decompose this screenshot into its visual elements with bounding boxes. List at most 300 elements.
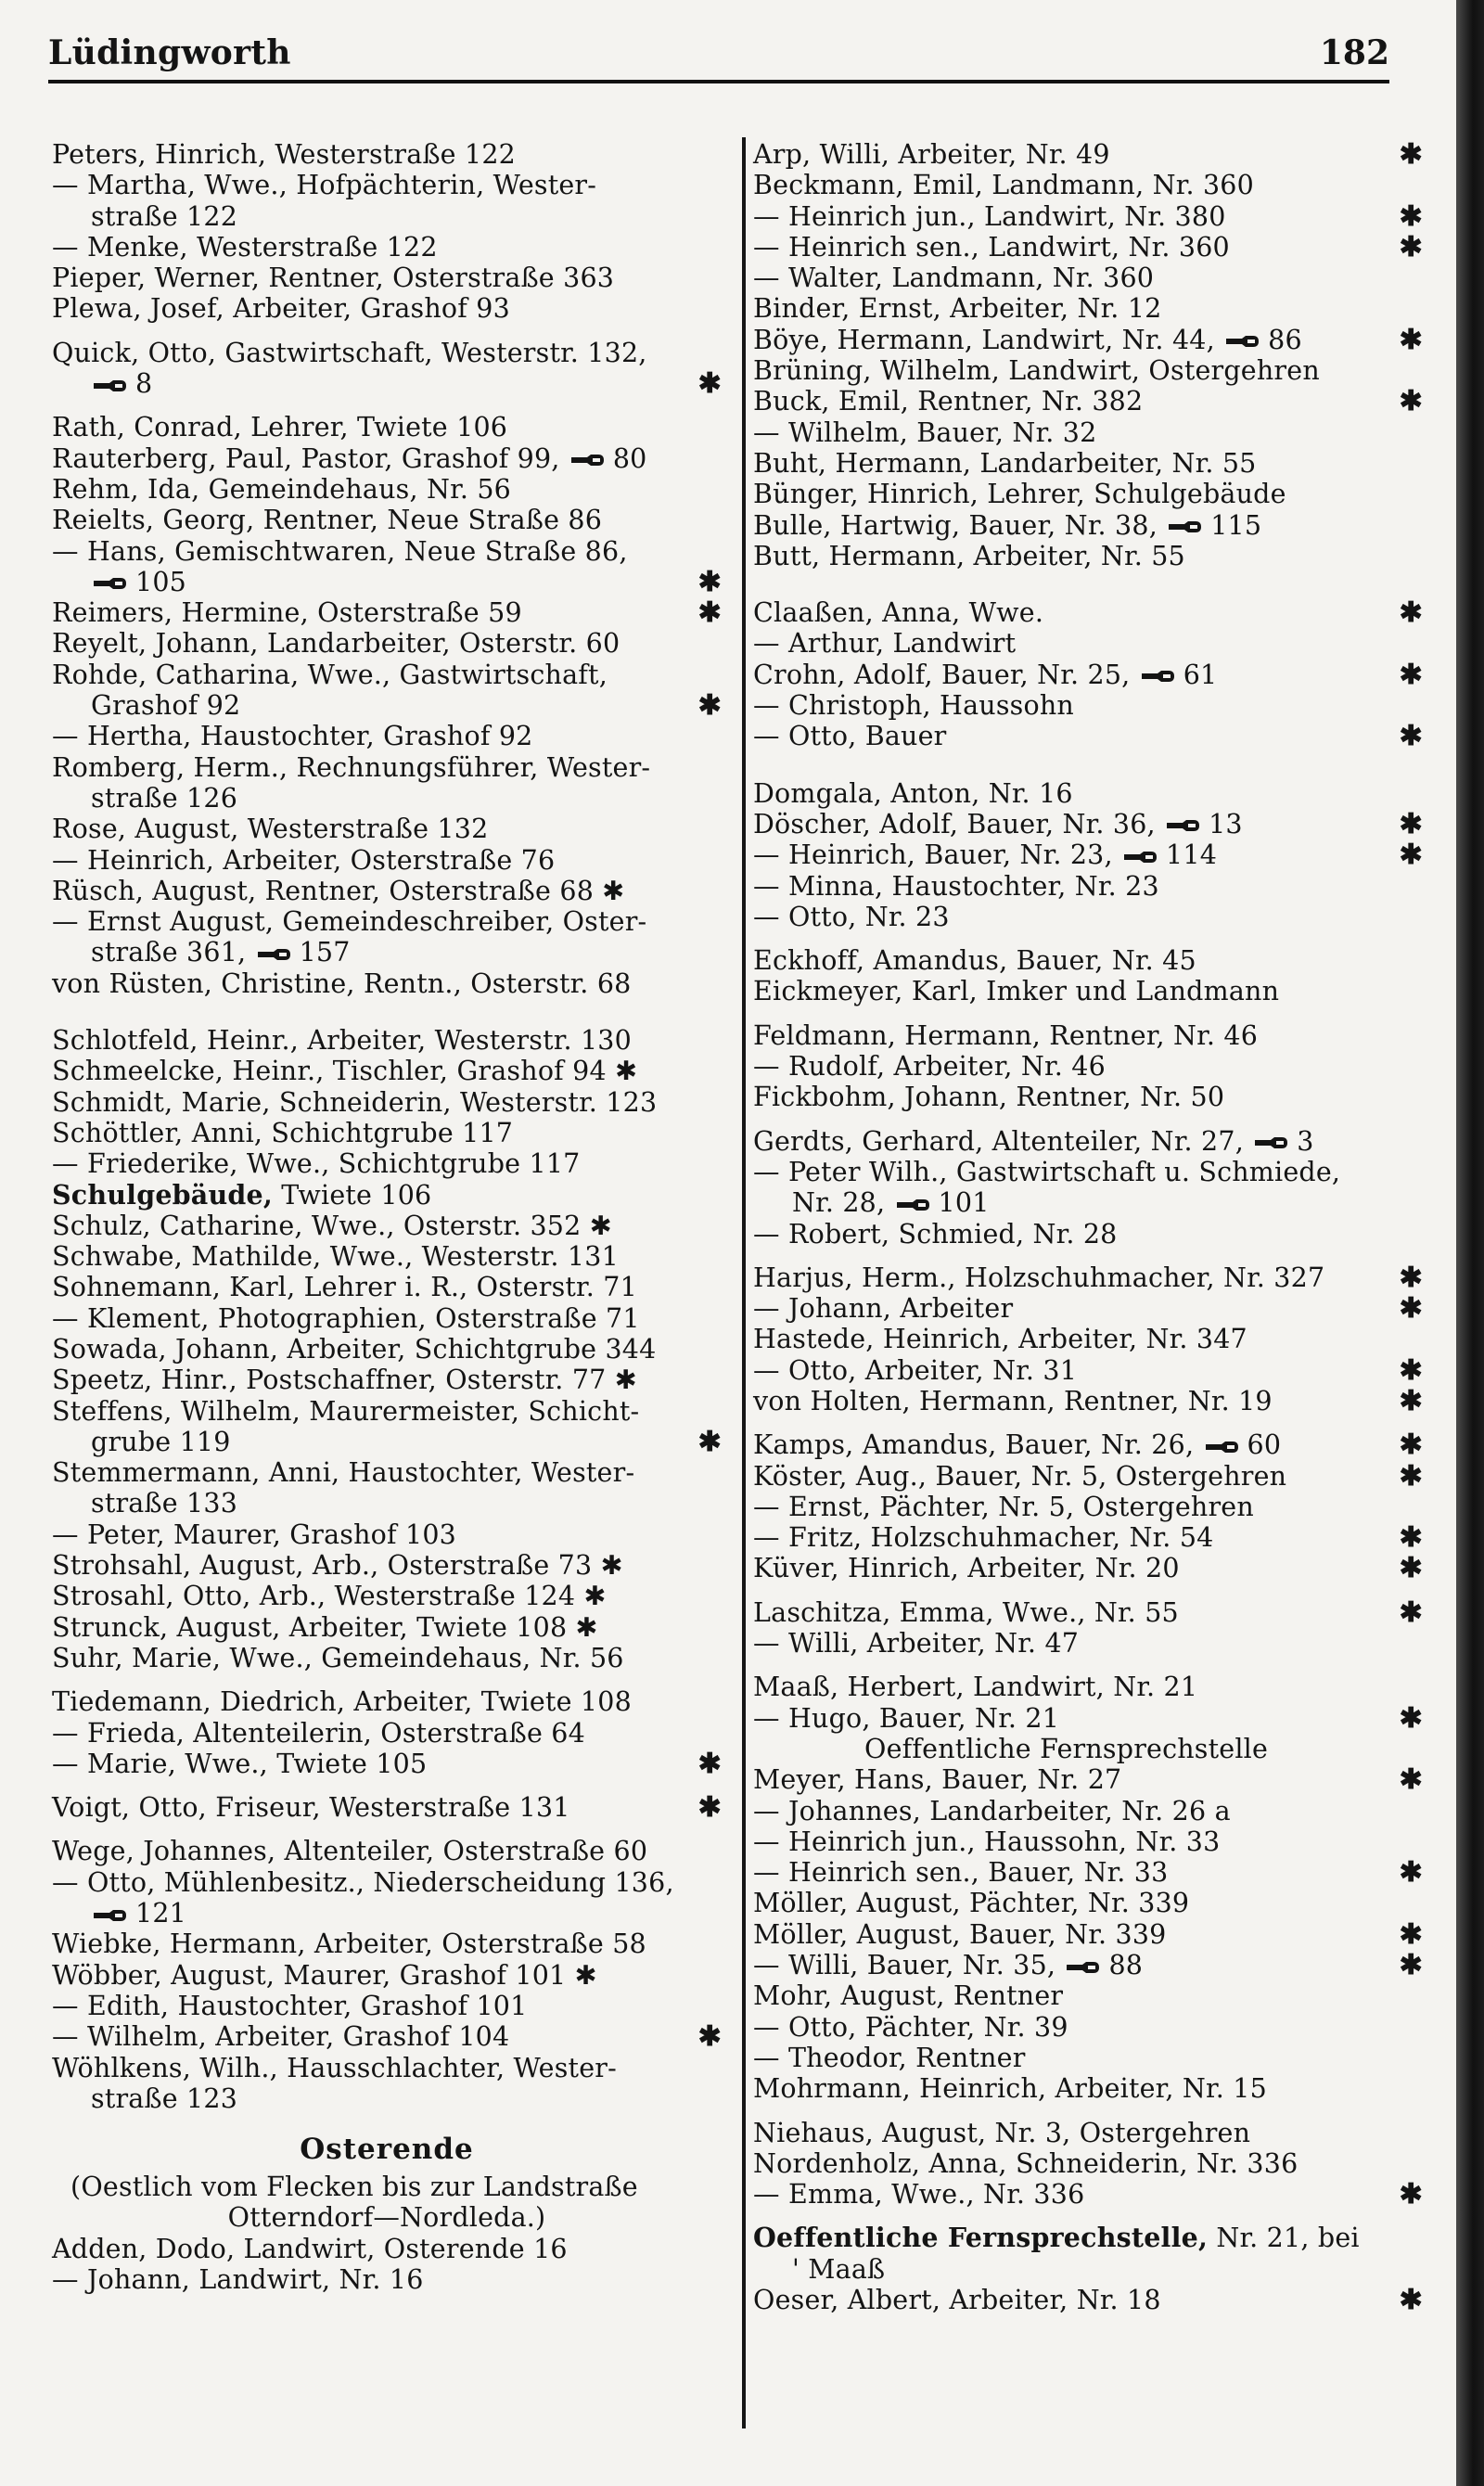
asterisk-icon: ✱ — [1399, 323, 1423, 356]
entry-text: Nordenholz, Anna, Schneiderin, Nr. 336 — [753, 2147, 1298, 2179]
asterisk-icon: ✱ — [697, 1747, 722, 1780]
directory-entry — [753, 510, 1423, 541]
directory-entry — [753, 1187, 1423, 1218]
entry-text: — Peter Wilh., Gastwirtschaft u. Schmiede, — [753, 1156, 1341, 1187]
telephone-hand-icon — [257, 947, 294, 962]
entry-text: straße 123 — [91, 2082, 238, 2114]
entry-text: Binder, Ernst, Arbeiter, Nr. 12 — [753, 293, 1162, 325]
directory-entry — [52, 1488, 722, 1519]
directory-entry — [753, 1980, 1423, 2011]
directory-entry — [753, 541, 1423, 571]
directory-entry — [753, 1628, 1423, 1659]
directory-entry — [52, 1519, 722, 1550]
directory-entry — [753, 902, 1423, 932]
header-rule — [48, 80, 1389, 83]
entry-text: Oeser, Albert, Arbeiter, Nr. 18 — [753, 2285, 1161, 2315]
page-title: Lüdingworth — [48, 33, 291, 72]
directory-entry — [753, 1051, 1423, 1082]
directory-entry — [52, 1749, 722, 1779]
directory-entry — [52, 2172, 722, 2202]
entry-text: Speetz, Hinr., Postschaffner, Osterstr. 77 ✱ — [52, 1365, 637, 1396]
page-header — [48, 33, 1389, 74]
entry-spacer — [753, 1007, 1423, 1020]
directory-entry — [52, 1960, 722, 1991]
directory-entry — [753, 1386, 1423, 1416]
entry-text: — Heinrich jun., Landwirt, Nr. 380 — [753, 200, 1226, 232]
directory-entry — [753, 809, 1423, 839]
page-number: 182 — [1319, 33, 1389, 72]
telephone-hand-icon — [1254, 1135, 1291, 1150]
entry-text: Buht, Hermann, Landarbeiter, Nr. 55 — [753, 447, 1257, 479]
entry-text: Harjus, Herm., Holzschuhmacher, Nr. 327 — [753, 1262, 1325, 1293]
entry-text: Suhr, Marie, Wwe., Gemeindehaus, Nr. 56 — [52, 1642, 624, 1673]
entry-text: Maaß, Herbert, Landwirt, Nr. 21 — [753, 1672, 1198, 1703]
directory-entry — [52, 690, 722, 721]
asterisk-icon: ✱ — [697, 367, 722, 401]
entry-spacer — [753, 1659, 1423, 1672]
entry-text: Grashof 92 — [91, 690, 241, 722]
entry-text: Strosahl, Otto, Arb., Westerstraße 124 ✱ — [52, 1581, 607, 1612]
entry-text: — Friederike, Wwe., Schichtgrube 117 — [52, 1148, 581, 1180]
directory-entry — [52, 2234, 722, 2264]
directory-entry — [52, 1581, 722, 1611]
entry-text: Romberg, Herm., Rechnungsführer, Wester- — [52, 751, 651, 783]
directory-entry — [52, 1118, 722, 1148]
asterisk-icon: ✱ — [1399, 1459, 1423, 1493]
entry-text: grube 119 — [91, 1426, 231, 1457]
entry-text: Döscher, Adolf, Bauer, Nr. 36, — [753, 808, 1156, 839]
directory-entry — [753, 1672, 1423, 1702]
entry-spacer — [753, 1113, 1423, 1126]
phone-number: 60 — [1247, 1429, 1282, 1461]
asterisk-icon: ✱ — [1399, 1701, 1423, 1735]
telephone-hand-icon — [93, 576, 130, 591]
entry-text: — Edith, Haustochter, Grashof 101 — [52, 1990, 528, 2021]
entry-spacer — [753, 1584, 1423, 1597]
phone-number: 88 — [1108, 1950, 1144, 1981]
entry-text: Pieper, Werner, Rentner, Osterstraße 363 — [52, 263, 615, 294]
directory-entry — [753, 1950, 1423, 1980]
directory-entry — [753, 1262, 1423, 1293]
directory-entry — [52, 1272, 722, 1302]
directory-entry — [52, 814, 722, 844]
entry-text: straße 133 — [91, 1488, 238, 1519]
directory-entry — [52, 505, 722, 535]
asterisk-icon: ✱ — [1399, 1353, 1423, 1387]
asterisk-icon: ✱ — [697, 1791, 722, 1825]
entry-text: Wege, Johannes, Altenteiler, Osterstraße 60 — [52, 1836, 648, 1867]
entry-text: — Rudolf, Arbeiter, Nr. 46 — [753, 1051, 1106, 1083]
directory-entry — [52, 1180, 722, 1211]
directory-entry — [52, 412, 722, 442]
entry-text: — Hans, Gemischtwaren, Neue Straße 86, — [52, 535, 628, 567]
directory-entry — [52, 232, 722, 263]
asterisk-icon: ✱ — [1399, 596, 1423, 630]
telephone-hand-icon — [570, 453, 608, 468]
asterisk-icon: ✱ — [1399, 1429, 1423, 1462]
directory-entry — [52, 1867, 722, 1898]
asterisk-icon: ✱ — [1399, 1384, 1423, 1417]
entry-text: — Otto, Mühlenbesitz., Niederscheidung 136, — [52, 1866, 674, 1898]
entry-text: Eickmeyer, Karl, Imker und Landmann — [753, 976, 1280, 1007]
asterisk-icon: ✱ — [1399, 199, 1423, 233]
entry-text: — Johann, Landwirt, Nr. 16 — [52, 2264, 424, 2295]
entry-text: 8 — [135, 368, 153, 400]
entry-text: Rohde, Catharina, Wwe., Gastwirtschaft, — [52, 659, 608, 690]
directory-entry — [52, 876, 722, 906]
entry-text: — Johannes, Landarbeiter, Nr. 26 a — [753, 1795, 1231, 1826]
telephone-hand-icon — [93, 378, 130, 393]
entry-text: — Hertha, Haustochter, Grashof 92 — [52, 721, 533, 752]
asterisk-icon: ✱ — [1399, 720, 1423, 753]
directory-entry — [753, 1020, 1423, 1051]
entry-text: Laschitza, Emma, Wwe., Nr. 55 — [753, 1596, 1179, 1628]
asterisk-icon: ✱ — [697, 1425, 722, 1458]
entry-text: Reimers, Hermine, Osterstraße 59 — [52, 597, 522, 629]
directory-entry — [753, 2223, 1423, 2253]
phone-number: 114 — [1166, 839, 1218, 871]
entry-text: Otterndorf—Nordleda.) — [227, 2202, 546, 2234]
directory-entry — [753, 386, 1423, 416]
directory-entry — [52, 1056, 722, 1086]
entry-spacer — [52, 1779, 722, 1792]
directory-entry — [52, 1457, 722, 1488]
entry-spacer — [52, 1673, 722, 1686]
entry-text: Peters, Hinrich, Westerstraße 122 — [52, 139, 517, 170]
asterisk-icon: ✱ — [1399, 1856, 1423, 1890]
directory-entry — [753, 945, 1423, 976]
entry-text: — Theodor, Rentner — [753, 2042, 1026, 2073]
asterisk-icon: ✱ — [1399, 385, 1423, 418]
entry-text: — Otto, Pächter, Nr. 39 — [753, 2011, 1068, 2043]
asterisk-icon: ✱ — [1399, 1292, 1423, 1326]
entry-text: — Heinrich sen., Bauer, Nr. 33 — [753, 1857, 1169, 1889]
entry-text: Böye, Hermann, Landwirt, Nr. 44, — [753, 324, 1215, 355]
entry-text: — Marie, Wwe., Twiete 105 — [52, 1748, 428, 1779]
directory-entry — [753, 201, 1423, 232]
directory-entry — [753, 1522, 1423, 1553]
entry-text: 121 — [135, 1898, 186, 1929]
directory-entry — [52, 1025, 722, 1056]
entry-text: Sohnemann, Karl, Lehrer i. R., Osterstr. 71 — [52, 1272, 637, 1303]
entry-text: — Heinrich, Arbeiter, Osterstraße 76 — [52, 844, 556, 876]
directory-entry — [753, 2179, 1423, 2210]
entry-text: Küver, Hinrich, Arbeiter, Nr. 20 — [753, 1553, 1180, 1584]
directory-entry — [753, 976, 1423, 1006]
entry-text: Sowada, Johann, Arbeiter, Schichtgrube 344 — [52, 1333, 657, 1365]
entry-text: Schmeelcke, Heinr., Tischler, Grashof 94 ✱ — [52, 1056, 638, 1087]
entry-text: Claaßen, Anna, Wwe. — [753, 597, 1044, 629]
directory-entry — [753, 1219, 1423, 1249]
directory-entry — [52, 845, 722, 876]
entry-text: Wiebke, Hermann, Arbeiter, Osterstraße 58 — [52, 1929, 646, 1960]
entry-text: Nr. 28, — [792, 1187, 886, 1219]
asterisk-icon: ✱ — [1399, 1917, 1423, 1951]
directory-entry — [753, 355, 1423, 386]
directory-entry — [52, 1792, 722, 1823]
directory-entry — [52, 1148, 722, 1179]
entry-spacer — [52, 1823, 722, 1836]
directory-entry — [753, 479, 1423, 509]
entry-text: Butt, Hermann, Arbeiter, Nr. 55 — [753, 540, 1185, 571]
directory-entry — [753, 139, 1423, 170]
directory-entry — [52, 338, 722, 368]
directory-entry — [753, 1324, 1423, 1354]
asterisk-icon: ✱ — [1399, 230, 1423, 263]
entry-text: Reyelt, Johann, Landarbeiter, Osterstr. 60 — [52, 628, 620, 660]
entry-text: — Johann, Arbeiter — [753, 1293, 1014, 1325]
directory-entry — [52, 1550, 722, 1581]
entry-text: Domgala, Anton, Nr. 16 — [753, 777, 1073, 809]
entry-text: Rüsch, August, Rentner, Osterstraße 68 ✱ — [52, 875, 625, 906]
entry-text: Wöbber, August, Maurer, Grashof 101 ✱ — [52, 1959, 597, 1991]
entry-spacer — [52, 325, 722, 338]
telephone-hand-icon — [1168, 519, 1205, 534]
left-column — [52, 139, 722, 2295]
entry-text: Brüning, Wilhelm, Landwirt, Ostergehren — [753, 355, 1320, 387]
directory-entry — [753, 293, 1423, 324]
directory-entry — [753, 839, 1423, 870]
directory-entry — [753, 2043, 1423, 2073]
phone-number: 80 — [612, 442, 647, 474]
directory-entry — [52, 1334, 722, 1365]
directory-entry — [753, 597, 1423, 628]
entry-text: Quick, Otto, Gastwirtschaft, Westerstr. 132, — [52, 337, 647, 368]
entry-text: Arp, Willi, Arbeiter, Nr. 49 — [753, 139, 1110, 170]
asterisk-icon: ✱ — [697, 689, 722, 723]
entry-text: — Emma, Wwe., Nr. 336 — [753, 2179, 1085, 2210]
entry-spacer — [52, 399, 722, 412]
directory-entry — [52, 1643, 722, 1673]
entry-text: Oeffentliche Fernsprechstelle, Nr. 21, bei — [753, 2222, 1360, 2254]
entry-text: — Hugo, Bauer, Nr. 21 — [753, 1702, 1060, 1734]
directory-entry — [753, 448, 1423, 479]
directory-entry — [753, 871, 1423, 902]
entry-text: Bünger, Hinrich, Lehrer, Schulgebäude — [753, 479, 1286, 510]
entry-text: — Otto, Arbeiter, Nr. 31 — [753, 1354, 1078, 1386]
entry-text: Niehaus, August, Nr. 3, Ostergehren — [753, 2117, 1251, 2148]
entry-text: Beckmann, Emil, Landmann, Nr. 360 — [753, 170, 1254, 201]
entry-text: — Walter, Landmann, Nr. 360 — [753, 263, 1155, 294]
entry-text: straße 122 — [91, 200, 238, 232]
directory-entry — [52, 597, 722, 628]
entry-spacer — [52, 999, 722, 1025]
directory-entry — [52, 1211, 722, 1241]
directory-entry — [753, 325, 1423, 355]
directory-entry — [52, 1303, 722, 1334]
entry-text: Crohn, Adolf, Bauer, Nr. 25, — [753, 659, 1131, 690]
directory-entry — [52, 536, 722, 567]
directory-entry — [753, 1919, 1423, 1950]
asterisk-icon: ✱ — [1399, 839, 1423, 872]
directory-entry — [753, 1355, 1423, 1386]
directory-entry — [52, 1898, 722, 1929]
directory-entry — [52, 368, 722, 399]
telephone-hand-icon — [1141, 669, 1178, 684]
entry-spacer — [52, 2114, 722, 2127]
entry-text: Feldmann, Hermann, Rentner, Nr. 46 — [753, 1019, 1259, 1051]
telephone-hand-icon — [896, 1198, 933, 1212]
entry-text: — Heinrich jun., Haussohn, Nr. 33 — [753, 1826, 1221, 1857]
entry-text: — Heinrich, Bauer, Nr. 23, — [753, 839, 1113, 871]
entry-text: — Christoph, Haussohn — [753, 690, 1074, 722]
entry-text: — Otto, Nr. 23 — [753, 901, 950, 932]
directory-entry — [753, 2148, 1423, 2179]
entry-text: Möller, August, Pächter, Nr. 339 — [753, 1888, 1190, 1919]
directory-entry — [753, 2254, 1423, 2285]
telephone-hand-icon — [93, 1908, 130, 1923]
directory-entry — [52, 1686, 722, 1717]
asterisk-icon: ✱ — [1399, 658, 1423, 691]
entry-text: — Arthur, Landwirt — [753, 628, 1017, 660]
asterisk-icon: ✱ — [697, 2020, 722, 2054]
entry-text: Buck, Emil, Rentner, Nr. 382 — [753, 386, 1144, 417]
directory-entry — [753, 721, 1423, 751]
directory-entry — [753, 1461, 1423, 1492]
directory-entry — [52, 1087, 722, 1118]
directory-entry — [753, 1734, 1423, 1764]
directory-entry — [52, 1718, 722, 1749]
entry-text: — Menke, Westerstraße 122 — [52, 231, 438, 263]
entry-text: — Ernst, Pächter, Nr. 5, Ostergehren — [753, 1491, 1254, 1522]
entry-text: straße 126 — [91, 782, 238, 814]
entry-text: — Wilhelm, Bauer, Nr. 32 — [753, 416, 1097, 448]
entry-text: Bulle, Hartwig, Bauer, Nr. 38, — [753, 509, 1158, 541]
directory-entry — [52, 139, 722, 170]
entry-text: Schmidt, Marie, Schneiderin, Westerstr. 123 — [52, 1086, 658, 1118]
directory-entry — [753, 1857, 1423, 1888]
entry-text: Schulgebäude, Twiete 106 — [52, 1178, 432, 1211]
asterisk-icon: ✱ — [1399, 1595, 1423, 1629]
book-spine-shadow — [1456, 0, 1484, 2486]
entry-spacer — [753, 752, 1423, 778]
entry-text: Eckhoff, Amandus, Bauer, Nr. 45 — [753, 945, 1196, 977]
directory-entry — [52, 721, 722, 751]
entry-text: — Ernst August, Gemeindeschreiber, Oster- — [52, 906, 647, 938]
phone-number: 86 — [1268, 324, 1302, 355]
entry-text: — Minna, Haustochter, Nr. 23 — [753, 870, 1159, 902]
entry-spacer — [753, 932, 1423, 945]
entry-text: Mohr, August, Rentner — [753, 1980, 1064, 2012]
directory-entry — [52, 2202, 722, 2233]
entry-text: Wöhlkens, Wilh., Hausschlachter, Wester- — [52, 2052, 617, 2083]
directory-entry — [52, 1241, 722, 1272]
telephone-hand-icon — [1166, 818, 1203, 833]
directory-entry — [52, 2264, 722, 2295]
directory-entry — [753, 417, 1423, 448]
asterisk-icon: ✱ — [1399, 1521, 1423, 1555]
entry-text: — Robert, Schmied, Nr. 28 — [753, 1218, 1118, 1249]
entry-text: Gerdts, Gerhard, Altenteiler, Nr. 27, — [753, 1125, 1244, 1157]
asterisk-icon: ✱ — [1399, 2178, 1423, 2211]
entry-spacer — [753, 2105, 1423, 2118]
telephone-hand-icon — [1123, 850, 1160, 865]
entry-text: — Frieda, Altenteilerin, Osterstraße 64 — [52, 1717, 585, 1749]
directory-entry — [753, 1764, 1423, 1795]
entry-text: Strohsahl, August, Arb., Osterstraße 73 ✱ — [52, 1550, 623, 1582]
entry-text: — Peter, Maurer, Grashof 103 — [52, 1519, 457, 1550]
asterisk-icon: ✱ — [1399, 138, 1423, 171]
asterisk-icon: ✱ — [697, 596, 722, 630]
directory-entry — [52, 1612, 722, 1643]
directory-entry — [753, 263, 1423, 293]
directory-entry — [753, 1888, 1423, 1918]
directory-entry — [753, 1703, 1423, 1734]
directory-entry — [753, 690, 1423, 721]
directory-entry — [52, 567, 722, 597]
entry-text: Köster, Aug., Bauer, Nr. 5, Ostergehren — [753, 1460, 1287, 1492]
entry-text: ' Maaß — [792, 2253, 886, 2285]
directory-entry — [52, 474, 722, 505]
entry-text: Rehm, Ida, Gemeindehaus, Nr. 56 — [52, 473, 511, 505]
entry-text: (Oestlich vom Flecken bis zur Landstraße — [70, 2172, 638, 2203]
entry-text: Schulz, Catharine, Wwe., Osterstr. 352 ✱ — [52, 1210, 612, 1241]
section-heading — [52, 2127, 722, 2172]
entry-text: Reielts, Georg, Rentner, Neue Straße 86 — [52, 505, 603, 536]
directory-entry — [753, 2073, 1423, 2104]
entry-text: — Otto, Bauer — [753, 721, 947, 752]
entry-text: — Wilhelm, Arbeiter, Grashof 104 — [52, 2021, 510, 2053]
entry-text: von Holten, Hermann, Rentner, Nr. 19 — [753, 1385, 1273, 1416]
directory-entry — [52, 752, 722, 783]
directory-entry — [753, 1796, 1423, 1826]
entry-text: Fickbohm, Johann, Rentner, Nr. 50 — [753, 1082, 1225, 1113]
directory-entry — [753, 2285, 1423, 2315]
entry-text: Strunck, August, Arbeiter, Twiete 108 ✱ — [52, 1611, 598, 1643]
entry-text: — Martha, Wwe., Hofpächterin, Wester- — [52, 170, 597, 201]
directory-entry — [52, 293, 722, 324]
directory-entry — [753, 2012, 1423, 2043]
directory-entry — [52, 2083, 722, 2114]
entry-spacer — [753, 571, 1423, 597]
directory-entry — [753, 1082, 1423, 1112]
directory-entry — [52, 906, 722, 937]
phone-number: 61 — [1183, 659, 1218, 690]
directory-entry — [52, 201, 722, 232]
directory-entry — [52, 660, 722, 690]
entry-text: — Heinrich sen., Landwirt, Nr. 360 — [753, 231, 1230, 263]
directory-entry — [52, 1991, 722, 2021]
directory-entry — [52, 628, 722, 659]
entry-text: Rath, Conrad, Lehrer, Twiete 106 — [52, 412, 508, 443]
directory-entry — [52, 968, 722, 999]
entry-text: von Rüsten, Christine, Rentn., Osterstr. 68 — [52, 967, 632, 999]
directory-entry — [753, 1553, 1423, 1583]
entry-text: Schwabe, Mathilde, Wwe., Westerstr. 131 — [52, 1241, 619, 1273]
directory-entry — [52, 2053, 722, 2083]
directory-entry — [52, 170, 722, 200]
directory-entry — [753, 1126, 1423, 1157]
directory-entry — [52, 1836, 722, 1866]
entry-text: — Klement, Photographien, Osterstraße 71 — [52, 1302, 640, 1334]
entry-text: Schöttler, Anni, Schichtgrube 117 — [52, 1117, 514, 1148]
entry-text: — Fritz, Holzschuhmacher, Nr. 54 — [753, 1522, 1214, 1554]
directory-entry — [753, 1597, 1423, 1628]
entry-text: Plewa, Josef, Arbeiter, Grashof 93 — [52, 293, 510, 325]
phone-number: 3 — [1297, 1125, 1314, 1157]
entry-text: Adden, Dodo, Landwirt, Osterende 16 — [52, 2233, 568, 2264]
asterisk-icon: ✱ — [1399, 1949, 1423, 1982]
entry-text: Kamps, Amandus, Bauer, Nr. 26, — [753, 1429, 1195, 1461]
asterisk-icon: ✱ — [1399, 1763, 1423, 1797]
directory-entry — [52, 1365, 722, 1395]
entry-text: straße 361, — [91, 937, 247, 968]
directory-entry — [753, 1293, 1423, 1324]
directory-entry — [52, 783, 722, 814]
right-column — [753, 139, 1423, 2315]
entry-text: Mohrmann, Heinrich, Arbeiter, Nr. 15 — [753, 2073, 1267, 2105]
directory-entry — [52, 1929, 722, 1959]
